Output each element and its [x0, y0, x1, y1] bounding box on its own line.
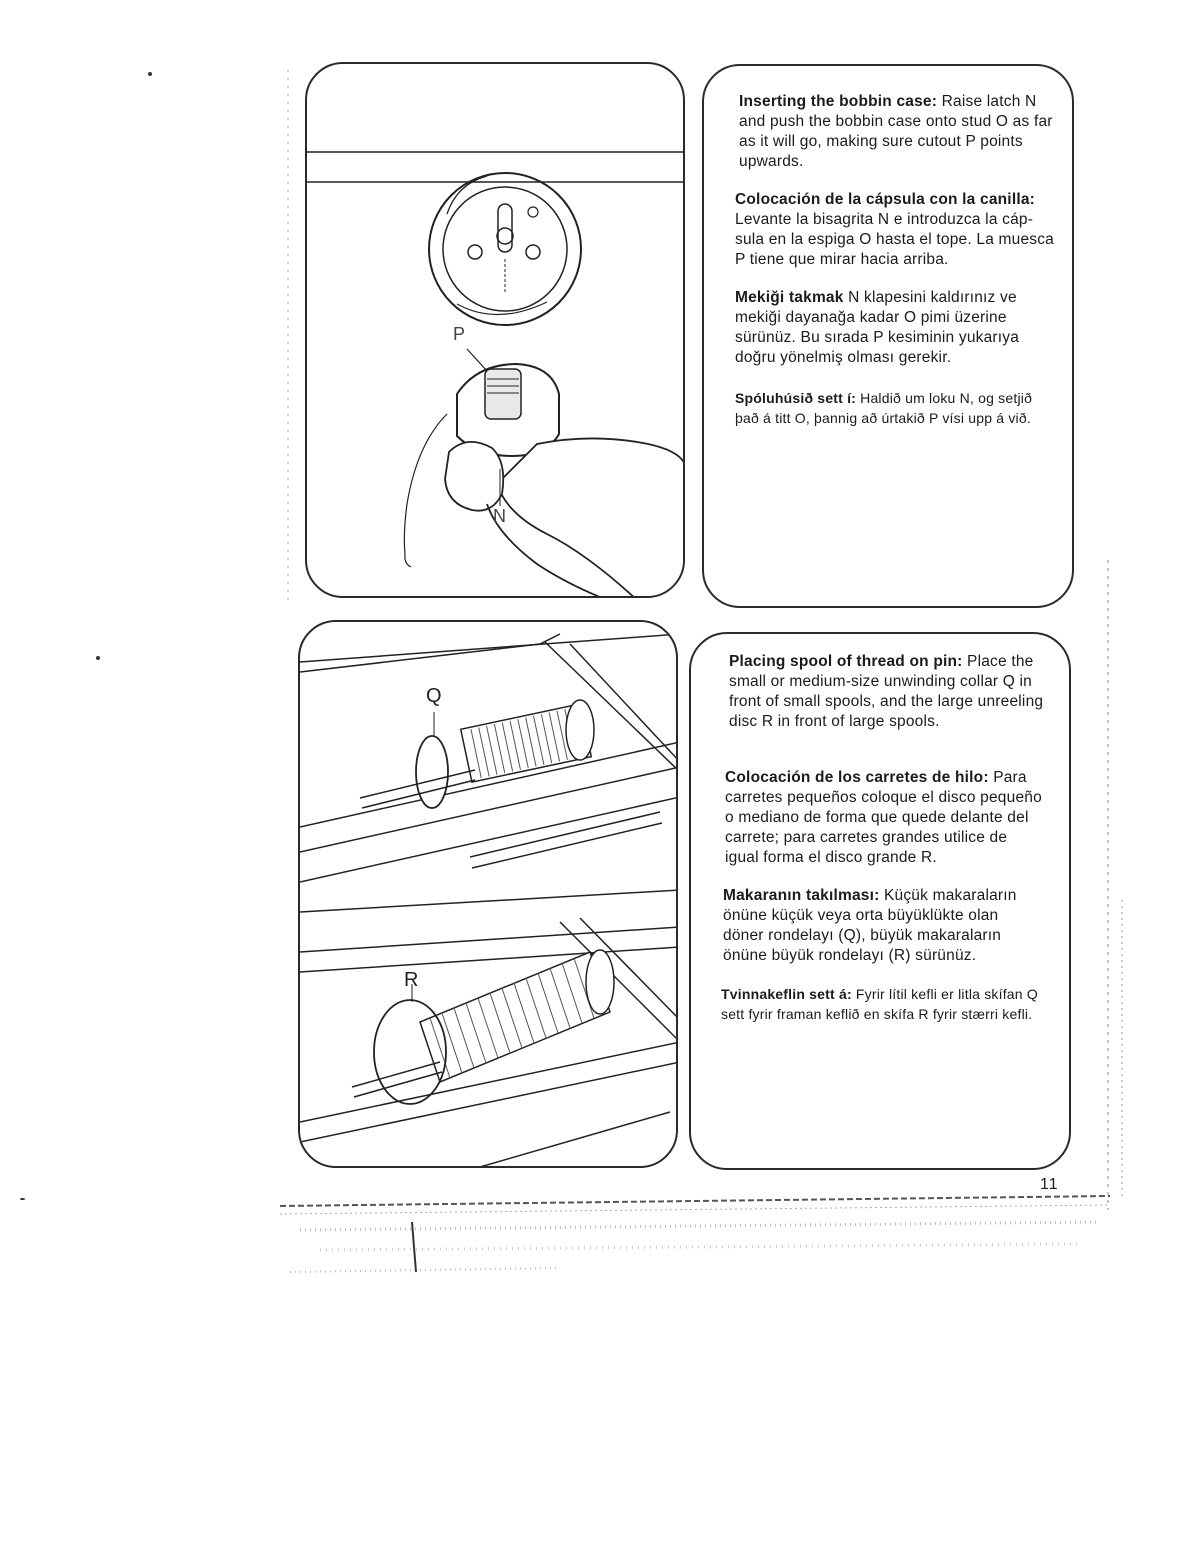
- paragraph-english-2: [729, 652, 1049, 732]
- heading-icelandic: Spóluhúsið sett í:: [735, 390, 857, 406]
- scan-speck: [20, 1198, 25, 1200]
- body-icelandic-2: Fyrir lítil kefli er litla skífan Q sett fyrir framan keflið en skífa R fyrir stærri kefli.: [721, 986, 1038, 1022]
- heading-english: Inserting the bobbin case:: [739, 93, 938, 110]
- body-icelandic: Haldið um loku N, og setjið það á titt O, þannig að úrtakið P vísi upp á við.: [735, 390, 1033, 426]
- label-p: P: [453, 324, 466, 344]
- heading-turkish-2: Makaranın takılması:: [723, 887, 880, 904]
- bobbin-case-text-panel: [702, 64, 1074, 608]
- bobbin-case-illustration: [305, 62, 685, 598]
- heading-english-2: Placing spool of thread on pin:: [729, 653, 963, 670]
- body-spanish-2: Para carretes pequeños coloque el disco pequeño o mediano de forma que quede delante del carrete; para carretes grandes utilice de igual forma el disco grande R.: [725, 769, 1042, 866]
- paragraph-english: [739, 92, 1057, 172]
- paragraph-turkish: [735, 288, 1057, 368]
- heading-turkish: Mekiği takmak: [735, 289, 844, 306]
- page-number: 11: [1040, 1176, 1059, 1193]
- body-spanish: Levante la bisagrita N e introduzca la cáp-sula en la espiga O hasta el tope. La muesca P tiene que mirar hacia arriba.: [735, 211, 1054, 268]
- body-english: Raise latch N and push the bobbin case onto stud O as far as it will go, making sure cutout P points upwards.: [739, 93, 1053, 170]
- paragraph-turkish-2: [723, 886, 1043, 966]
- paragraph-icelandic: [735, 388, 1057, 428]
- scan-speck: [148, 72, 152, 76]
- paragraph-icelandic-2: [721, 984, 1045, 1024]
- heading-spanish: Colocación de la cápsula con la canilla:: [735, 191, 1036, 208]
- paragraph-spanish-2: [725, 768, 1045, 868]
- heading-icelandic-2: Tvinnakeflin sett á:: [721, 986, 852, 1002]
- body-english-2: Place the small or medium-size unwinding collar Q in front of small spools, and the large unreeling disc R in front of large spools.: [729, 653, 1044, 730]
- body-turkish: N klapesini kaldırınız ve mekiği dayanağa kadar O pimi üzerine sürünüz. Bu sırada P kesiminin yukarıya doğru yönelmiş olması gerekir.: [735, 289, 1020, 366]
- label-q: Q: [426, 685, 442, 707]
- spool-illustration: [298, 620, 678, 1168]
- label-r: R: [404, 969, 419, 991]
- heading-spanish-2: Colocación de los carretes de hilo:: [725, 769, 989, 786]
- body-turkish-2: Küçük makaraların önüne küçük veya orta büyüklükte olan döner rondelayı (Q), büyük makaraların önüne büyük rondelayı (R) sürünüz.: [723, 887, 1017, 964]
- label-n: N: [493, 506, 506, 526]
- spool-text-panel: [689, 632, 1071, 1170]
- scan-speck: [96, 656, 100, 660]
- paragraph-spanish: [735, 190, 1057, 270]
